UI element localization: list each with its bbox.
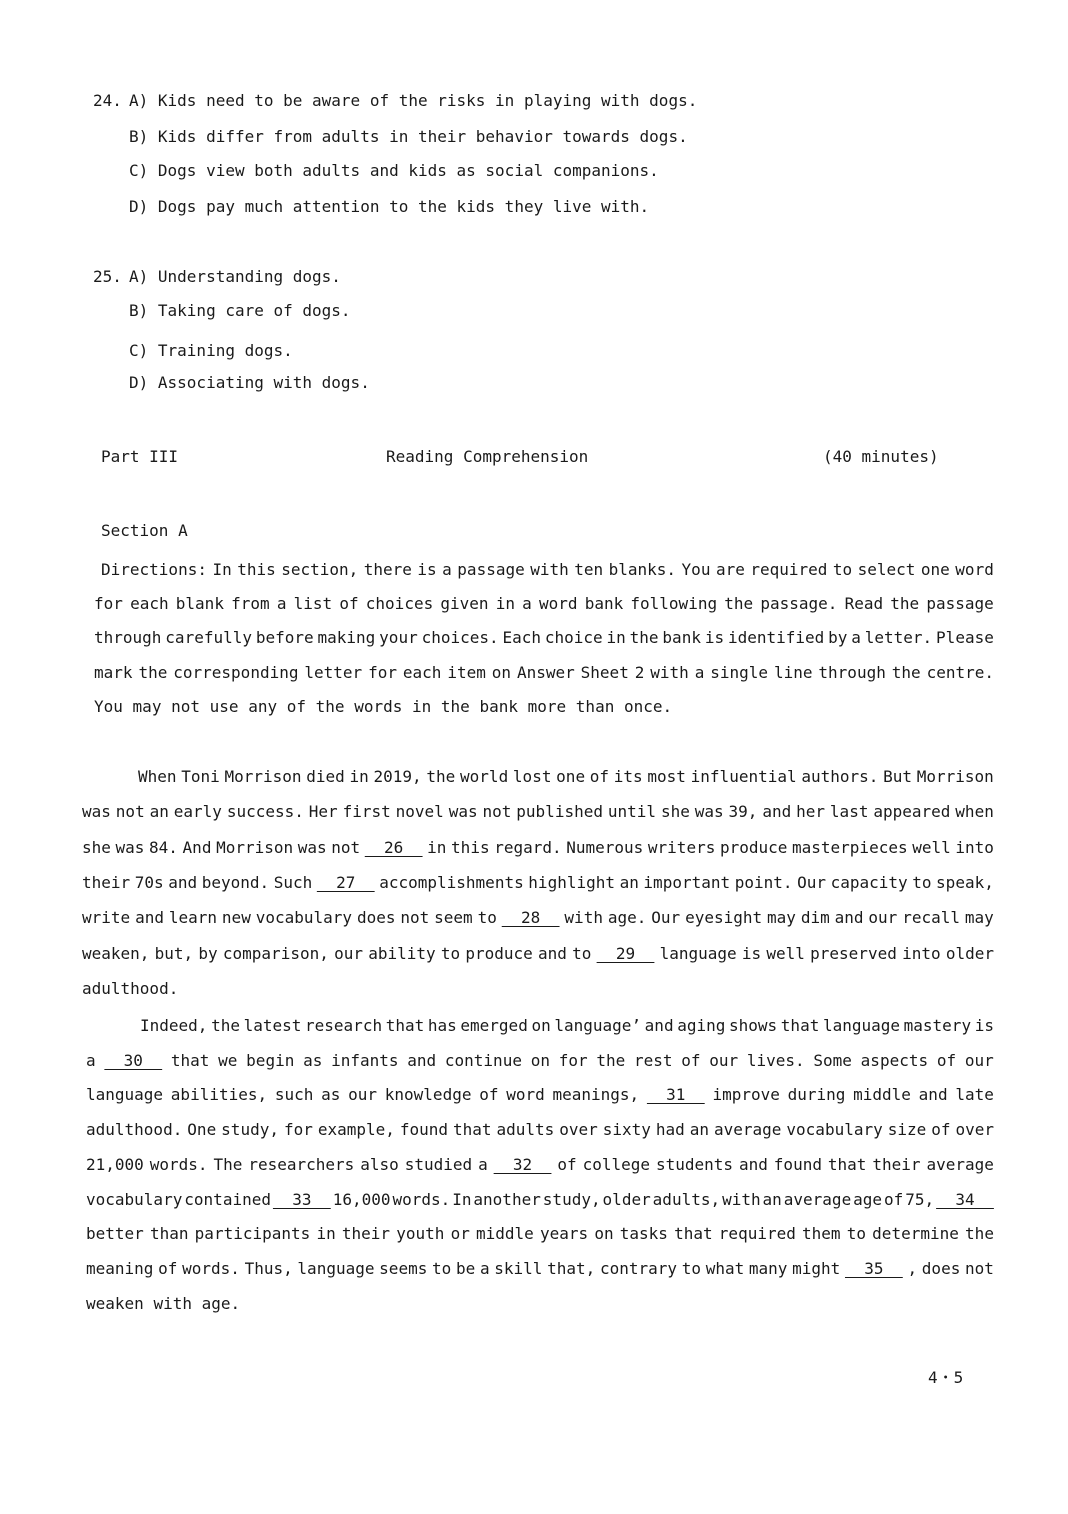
q24-option-d: D) Dogs pay much attention to the kids they live with. xyxy=(129,197,650,216)
directions-line: through carefully before making your choices. Each choice in the bank is identified by a letter. Please xyxy=(94,628,994,647)
blank-26: 26 xyxy=(364,838,423,857)
blank-32: 32 xyxy=(493,1155,552,1174)
paragraph1-line: she was 84. And Morrison was not 26 in this regard. Numerous writers produce masterpieces well into xyxy=(82,838,994,857)
directions-line: You may not use any of the words in the bank more than once. xyxy=(94,697,673,716)
paragraph1-line: weaken, but, by comparison, our ability to produce and to 29 language is well preserved into older xyxy=(82,944,994,963)
paragraph2-line: adulthood. One study, for example, found that adults over sixty had an average vocabulary size of over xyxy=(86,1120,994,1139)
q24-option-c: C) Dogs view both adults and kids as social companions. xyxy=(129,161,659,180)
blank-35: 35 xyxy=(844,1259,903,1278)
question-number-24: 24. xyxy=(93,91,122,110)
directions-line: Directions: In this section, there is a passage with ten blanks. You are required to select one word xyxy=(101,560,994,579)
q24-option-b: B) Kids differ from adults in their behavior towards dogs. xyxy=(129,127,688,146)
paragraph2-line: meaning of words. Thus, language seems to be a skill that, contrary to what many might 35 , does not xyxy=(86,1259,994,1278)
section-title: Section A xyxy=(101,521,188,540)
page-number: 4・5 xyxy=(928,1368,964,1387)
part-label: Part III xyxy=(101,447,179,466)
question-number-25: 25. xyxy=(93,267,122,286)
paragraph1-line: adulthood. xyxy=(82,979,179,998)
paragraph2-line: a 30 that we begin as infants and continue on for the rest of our lives. Some aspects of our xyxy=(86,1051,994,1070)
q25-option-d: D) Associating with dogs. xyxy=(129,373,370,392)
directions-line: for each blank from a list of choices given in a word bank following the passage. Read the passage xyxy=(94,594,994,613)
paragraph1-line: When Toni Morrison died in 2019, the world lost one of its most influential authors. But Morrison xyxy=(138,767,994,786)
blank-29: 29 xyxy=(596,944,655,963)
q24-option-a: A) Kids need to be aware of the risks in playing with dogs. xyxy=(129,91,698,110)
part-time: (40 minutes) xyxy=(823,447,939,466)
blank-27: 27 xyxy=(316,873,375,892)
paragraph1-line: was not an early success. Her first novel was not published until she was 39, and her last appeared when xyxy=(82,802,994,821)
blank-34: 34 xyxy=(936,1190,994,1209)
part-title: Reading Comprehension xyxy=(386,447,589,466)
paragraph2-line: language abilities, such as our knowledge of word meanings, 31 improve during middle and late xyxy=(86,1085,994,1104)
directions-line: mark the corresponding letter for each item on Answer Sheet 2 with a single line through the centre. xyxy=(94,663,994,682)
paragraph2-line: vocabulary contained 33 16,000 words. In another study, older adults, with an average age of 75, 34 xyxy=(86,1190,994,1209)
blank-31: 31 xyxy=(646,1085,705,1104)
paragraph2-line: weaken with age. xyxy=(86,1294,241,1313)
blank-30: 30 xyxy=(104,1051,163,1070)
q25-option-a: A) Understanding dogs. xyxy=(129,267,341,286)
q25-option-b: B) Taking care of dogs. xyxy=(129,301,351,320)
paragraph2-line: 21,000 words. The researchers also studied a 32 of college students and found that their average xyxy=(86,1155,994,1174)
paragraph2-line: better than participants in their youth or middle years on tasks that required them to determine the xyxy=(86,1224,994,1243)
blank-33: 33 xyxy=(272,1190,331,1209)
q25-option-c: C) Training dogs. xyxy=(129,341,293,360)
blank-28: 28 xyxy=(501,908,560,927)
paragraph2-line: Indeed, the latest research that has emerged on language’ and aging shows that language mastery is xyxy=(140,1016,994,1035)
paragraph1-line: write and learn new vocabulary does not seem to 28 with age. Our eyesight may dim and our recall may xyxy=(82,908,994,927)
part-heading xyxy=(101,447,939,467)
paragraph1-line: their 70s and beyond. Such 27 accomplishments highlight an important point. Our capacity to speak, xyxy=(82,873,994,892)
